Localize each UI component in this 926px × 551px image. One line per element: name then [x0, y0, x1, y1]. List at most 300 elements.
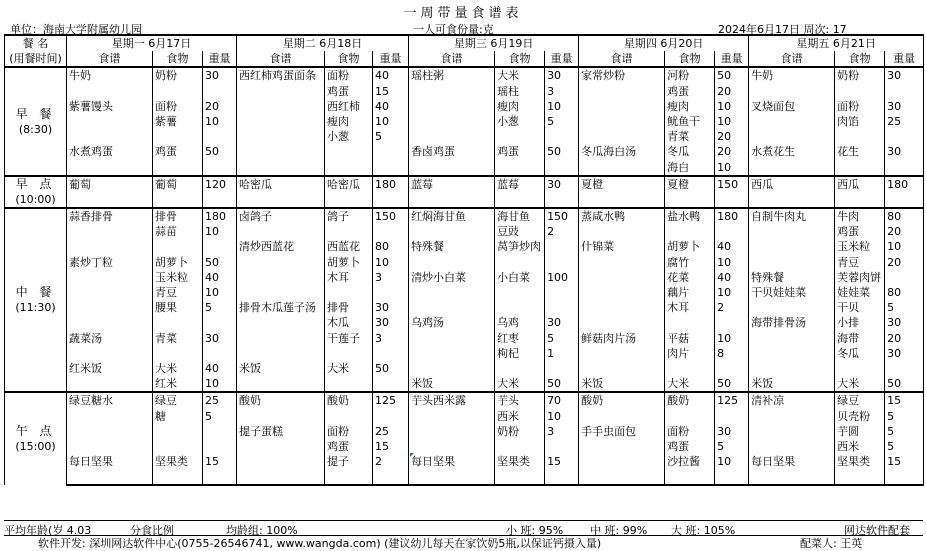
developer-label: 软件开发: 深圳网达软件中心(0755-26546741, www.wangda.com) (建议幼儿每天在家饮奶5瓶,以保证钙摄入量): [38, 537, 602, 550]
recipe-cell: [237, 285, 325, 300]
recipe-cell: [237, 409, 325, 424]
ingredient-cell: 小葱: [495, 114, 545, 129]
preparer-label: 配菜人: 王英: [800, 537, 863, 550]
ingredient-cell: 芋圆: [835, 424, 885, 439]
ingredient-cell: 鸡蛋: [325, 84, 373, 99]
amount-cell: [885, 192, 924, 208]
amount-cell: 3: [545, 84, 579, 99]
amount-cell: [715, 361, 749, 376]
ingredient-cell: 面粉: [835, 99, 885, 114]
ingredient-cell: 提子: [325, 454, 373, 469]
ingredient-cell: 贝壳粉: [835, 409, 885, 424]
recipe-cell: [579, 346, 665, 361]
menu-row: [5, 67, 924, 83]
amount-cell: 125: [373, 392, 409, 408]
menu-row: [5, 84, 924, 99]
ingredient-cell: 青菜: [665, 129, 715, 144]
recipe-cell: [67, 300, 153, 315]
recipe-cell: 酸奶: [579, 392, 665, 408]
amount-cell: [373, 224, 409, 239]
recipe-cell: 米饭: [409, 376, 495, 392]
amount-cell: [545, 129, 579, 144]
ingredient-cell: [495, 192, 545, 208]
recipe-cell: 水煮鸡蛋: [67, 144, 153, 159]
amount-cell: 15: [885, 392, 924, 408]
ingredient-cell: [835, 361, 885, 376]
ingredient-cell: 娃娃菜: [835, 285, 885, 300]
recipe-cell: [409, 255, 495, 270]
recipe-cell: 葡萄: [67, 176, 153, 192]
ingredient-cell: 木瓜: [325, 315, 373, 330]
ingredient-cell: 酸奶: [325, 392, 373, 408]
amount-cell: [373, 144, 409, 159]
recipe-cell: [237, 469, 325, 485]
recipe-cell: 手手虫面包: [579, 424, 665, 439]
recipe-cell: [67, 469, 153, 485]
recipe-cell: 叉烧面包: [749, 99, 835, 114]
recipe-header: 食谱: [67, 51, 153, 67]
recipe-cell: 米饭: [579, 376, 665, 392]
meal-cell: [5, 208, 67, 392]
ingredient-cell: [495, 255, 545, 270]
amount-cell: 10: [545, 99, 579, 114]
recipe-cell: 酸奶: [237, 392, 325, 408]
recipe-cell: 芋头西米露: [409, 392, 495, 408]
recipe-cell: 蓝莓: [409, 176, 495, 192]
ratio-label: 分食比例: [130, 524, 174, 537]
recipe-cell: [237, 454, 325, 469]
recipe-cell: [579, 454, 665, 469]
ingredient-cell: 面粉: [665, 424, 715, 439]
amount-cell: [545, 361, 579, 376]
recipe-cell: 清炒西蓝花: [237, 239, 325, 254]
amount-cell: 10: [715, 114, 749, 129]
meal-name: 午 点: [15, 424, 56, 439]
recipe-cell: [749, 129, 835, 144]
recipe-cell: 海带排骨汤: [749, 315, 835, 330]
recipe-cell: 干贝娃娃菜: [749, 285, 835, 300]
menu-row: [5, 224, 924, 239]
menu-row: [5, 160, 924, 176]
recipe-cell: [67, 315, 153, 330]
recipe-cell: [579, 129, 665, 144]
ingredient-cell: 枸杞: [495, 346, 545, 361]
recipe-cell: [749, 361, 835, 376]
recipe-cell: [749, 239, 835, 254]
recipe-cell: [67, 409, 153, 424]
ingredient-cell: 河粉: [665, 67, 715, 83]
amount-cell: 10: [715, 255, 749, 270]
portion-label: 一人可食份量:克: [413, 23, 494, 36]
recipe-cell: [749, 346, 835, 361]
ingredient-cell: 面粉: [325, 67, 373, 83]
recipe-cell: [579, 361, 665, 376]
amount-cell: 50: [715, 376, 749, 392]
recipe-cell: [579, 114, 665, 129]
recipe-cell: [749, 409, 835, 424]
recipe-cell: 鲜菇肉片汤: [579, 331, 665, 346]
amount-cell: 30: [885, 315, 924, 330]
large-class-label: 大 班: 105%: [671, 524, 736, 537]
ingredient-cell: 鱿鱼干: [665, 114, 715, 129]
ingredient-cell: 鸡蛋: [495, 144, 545, 159]
amount-cell: [373, 192, 409, 208]
amount-cell: 5: [545, 331, 579, 346]
ingredient-cell: 绿豆: [153, 392, 203, 408]
amount-cell: 3: [373, 331, 409, 346]
amount-cell: 150: [715, 176, 749, 192]
recipe-cell: [749, 224, 835, 239]
amount-cell: [545, 300, 579, 315]
amount-cell: 2: [715, 300, 749, 315]
amount-cell: 50: [715, 67, 749, 83]
amount-cell: 25: [885, 114, 924, 129]
ingredient-cell: [153, 346, 203, 361]
ingredient-cell: 青豆: [153, 285, 203, 300]
menu-row: [5, 361, 924, 376]
ingredient-cell: 紫薯: [153, 114, 203, 129]
amount-cell: [545, 469, 579, 485]
amount-cell: 3: [373, 270, 409, 285]
ingredient-cell: 木耳: [325, 270, 373, 285]
ingredient-cell: [153, 239, 203, 254]
amount-cell: 120: [203, 176, 237, 192]
amount-cell: 30: [885, 67, 924, 83]
amount-cell: 20: [715, 84, 749, 99]
recipe-cell: 清补凉: [749, 392, 835, 408]
amount-cell: [203, 346, 237, 361]
recipe-cell: 卤鸽子: [237, 208, 325, 224]
amount-cell: [373, 285, 409, 300]
menu-row: [5, 315, 924, 330]
amount-cell: [203, 192, 237, 208]
recipe-header: 食谱: [579, 51, 665, 67]
meal-time: (11:30): [15, 301, 56, 315]
amount-cell: [885, 84, 924, 99]
recipe-cell: [67, 192, 153, 208]
amount-cell: 50: [203, 255, 237, 270]
ingredient-cell: 小白菜: [495, 270, 545, 285]
amount-cell: 15: [373, 439, 409, 454]
recipe-cell: [749, 300, 835, 315]
amount-cell: 50: [203, 144, 237, 159]
recipe-cell: 水煮花生: [749, 144, 835, 159]
recipe-cell: [237, 84, 325, 99]
recipe-cell: [237, 99, 325, 114]
amount-cell: [373, 376, 409, 392]
amount-cell: 30: [545, 67, 579, 83]
ingredient-cell: 冬瓜: [665, 144, 715, 159]
recipe-cell: [67, 439, 153, 454]
amount-cell: 10: [203, 376, 237, 392]
ingredient-cell: 西米: [835, 439, 885, 454]
recipe-cell: [237, 331, 325, 346]
menu-row: [5, 392, 924, 408]
amount-cell: [545, 192, 579, 208]
ingredient-cell: 藕片: [665, 285, 715, 300]
amount-cell: [885, 469, 924, 485]
menu-row: [5, 239, 924, 254]
ingredient-header: 食物: [835, 51, 885, 67]
middle-class-label: 中 班: 99%: [590, 524, 648, 537]
recipe-cell: [409, 285, 495, 300]
recipe-cell: [409, 160, 495, 176]
ingredient-cell: 鸡蛋: [665, 439, 715, 454]
ingredient-cell: [495, 300, 545, 315]
amount-cell: [373, 409, 409, 424]
menu-row: [5, 439, 924, 454]
ingredient-cell: 木耳: [665, 300, 715, 315]
ingredient-cell: [153, 469, 203, 485]
amount-cell: 80: [373, 239, 409, 254]
header-row-days: [5, 35, 924, 51]
recipe-cell: [237, 315, 325, 330]
amount-cell: 10: [715, 160, 749, 176]
ingredient-cell: 葡萄: [153, 176, 203, 192]
recipe-cell: [749, 114, 835, 129]
amount-cell: 40: [373, 99, 409, 114]
meal-header: 餐 名: [5, 35, 67, 51]
amount-cell: 20: [885, 331, 924, 346]
amount-cell: 8: [715, 346, 749, 361]
menu-table: [4, 34, 924, 486]
amount-cell: 5: [203, 300, 237, 315]
recipe-cell: 蒜香排骨: [67, 208, 153, 224]
ingredient-cell: 芋头: [495, 392, 545, 408]
amount-cell: 20: [885, 224, 924, 239]
amount-cell: 50: [373, 361, 409, 376]
recipe-cell: [237, 129, 325, 144]
recipe-cell: [579, 99, 665, 114]
ingredient-cell: 平菇: [665, 331, 715, 346]
amount-cell: 40: [203, 361, 237, 376]
recipe-cell: [237, 346, 325, 361]
recipe-cell: 红米饭: [67, 361, 153, 376]
recipe-cell: [409, 192, 495, 208]
recipe-cell: [67, 114, 153, 129]
amount-cell: 80: [885, 208, 924, 224]
amount-cell: 30: [203, 67, 237, 83]
ingredient-cell: 西米: [495, 409, 545, 424]
ingredient-cell: 腰果: [153, 300, 203, 315]
recipe-cell: [409, 409, 495, 424]
ingredient-cell: 红枣: [495, 331, 545, 346]
recipe-cell: [67, 239, 153, 254]
amount-cell: 20: [885, 255, 924, 270]
page-title: 一周带量食谱表: [403, 6, 523, 21]
ingredient-cell: 海甘鱼: [495, 208, 545, 224]
amount-cell: [715, 409, 749, 424]
amount-cell: 40: [203, 270, 237, 285]
amount-cell: 5: [715, 439, 749, 454]
ingredient-cell: 沙拉酱: [665, 454, 715, 469]
recipe-cell: [749, 424, 835, 439]
recipe-cell: 素炒丁粒: [67, 255, 153, 270]
ingredient-cell: 莴笋炒肉: [495, 239, 545, 254]
recipe-cell: [67, 424, 153, 439]
ingredient-cell: 胡萝卜: [325, 255, 373, 270]
menu-row: [5, 255, 924, 270]
menu-row: [5, 99, 924, 114]
menu-row: [5, 346, 924, 361]
meal-name: 早 点: [15, 176, 56, 191]
amount-cell: 80: [885, 285, 924, 300]
amount-cell: [885, 270, 924, 285]
recipe-cell: [409, 331, 495, 346]
recipe-cell: 米饭: [237, 361, 325, 376]
menu-row: [5, 129, 924, 144]
recipe-cell: [67, 84, 153, 99]
recipe-cell: 绿豆糖水: [67, 392, 153, 408]
ingredient-cell: [153, 315, 203, 330]
amount-cell: [545, 239, 579, 254]
recipe-cell: [237, 224, 325, 239]
amount-cell: 50: [545, 144, 579, 159]
amount-cell: [715, 469, 749, 485]
amount-cell: [885, 129, 924, 144]
amount-cell: 5: [545, 114, 579, 129]
recipe-cell: [67, 129, 153, 144]
recipe-cell: 西红柿鸡蛋面条: [237, 67, 325, 83]
avg-age-label: 平均年龄(岁 4.03: [4, 524, 92, 537]
recipe-cell: [67, 160, 153, 176]
ingredient-cell: 玉米粒: [835, 239, 885, 254]
recipe-cell: 每日坚果: [409, 454, 495, 469]
recipe-cell: 特殊餐: [749, 270, 835, 285]
amount-cell: 10: [715, 99, 749, 114]
recipe-cell: 蔬菜汤: [67, 331, 153, 346]
amount-cell: 10: [203, 114, 237, 129]
recipe-cell: [749, 84, 835, 99]
amount-cell: 3: [545, 424, 579, 439]
amount-cell: 5: [885, 300, 924, 315]
ingredient-cell: 干贝: [835, 300, 885, 315]
ingredient-cell: [325, 409, 373, 424]
recipe-cell: [409, 469, 495, 485]
recipe-cell: [409, 439, 495, 454]
recipe-cell: 牛奶: [67, 67, 153, 83]
ingredient-cell: [835, 160, 885, 176]
meal-time: (10:00): [15, 192, 56, 206]
amount-cell: 150: [373, 208, 409, 224]
amount-cell: 20: [715, 144, 749, 159]
ingredient-header: 食物: [153, 51, 203, 67]
amount-cell: 100: [545, 270, 579, 285]
menu-row: [5, 176, 924, 192]
amount-cell: 180: [203, 208, 237, 224]
amount-cell: [203, 424, 237, 439]
ingredient-cell: [665, 224, 715, 239]
recipe-cell: [237, 114, 325, 129]
amount-cell: 5: [885, 439, 924, 454]
ingredient-cell: 坚果类: [835, 454, 885, 469]
amount-cell: 10: [715, 454, 749, 469]
ingredient-cell: 瘦肉: [665, 99, 715, 114]
recipe-cell: 哈密瓜: [237, 176, 325, 192]
amount-cell: [203, 160, 237, 176]
ingredient-cell: [153, 439, 203, 454]
ingredient-cell: 夏橙: [665, 176, 715, 192]
ingredient-cell: 坚果类: [495, 454, 545, 469]
ingredient-cell: 大米: [665, 376, 715, 392]
amount-cell: [203, 129, 237, 144]
unit-label: 单位：海南大学附属幼儿园: [10, 23, 142, 36]
ingredient-cell: [835, 129, 885, 144]
ingredient-header: 食物: [325, 51, 373, 67]
amount-cell: 40: [373, 67, 409, 83]
ingredient-cell: [495, 361, 545, 376]
recipe-cell: 清炒小白菜: [409, 270, 495, 285]
recipe-cell: 冬瓜海白汤: [579, 144, 665, 159]
amount-cell: 5: [885, 409, 924, 424]
recipe-cell: [579, 409, 665, 424]
ingredient-cell: 鸽子: [325, 208, 373, 224]
meal-cell: [5, 67, 67, 175]
ingredient-cell: 胡萝卜: [665, 239, 715, 254]
recipe-cell: 每日坚果: [67, 454, 153, 469]
recipe-cell: [749, 255, 835, 270]
ingredient-cell: [665, 409, 715, 424]
menu-row: [5, 424, 924, 439]
ingredient-cell: 蒜苗: [153, 224, 203, 239]
amount-cell: 30: [885, 144, 924, 159]
recipe-cell: [579, 192, 665, 208]
amount-cell: 10: [715, 331, 749, 346]
ingredient-cell: 大米: [495, 376, 545, 392]
amount-cell: 40: [715, 270, 749, 285]
ingredient-cell: 乌鸡: [495, 315, 545, 330]
recipe-cell: [749, 469, 835, 485]
amount-cell: [373, 346, 409, 361]
recipe-cell: [409, 224, 495, 239]
amount-cell: 150: [545, 208, 579, 224]
amount-cell: 1: [545, 346, 579, 361]
ingredient-cell: [495, 160, 545, 176]
amount-cell: 10: [545, 409, 579, 424]
amount-cell: 40: [715, 239, 749, 254]
recipe-cell: 特殊餐: [409, 239, 495, 254]
amount-cell: 2: [373, 454, 409, 469]
amount-cell: 20: [715, 129, 749, 144]
ingredient-cell: [153, 160, 203, 176]
config-label: 网达软件配套: [844, 524, 910, 537]
ingredient-cell: 瘦肉: [495, 99, 545, 114]
amount-cell: [715, 192, 749, 208]
amount-header: 重量: [715, 51, 749, 67]
ingredient-cell: [325, 144, 373, 159]
recipe-cell: [579, 270, 665, 285]
ingredient-header: 食物: [665, 51, 715, 67]
amount-cell: 30: [885, 99, 924, 114]
amount-cell: 15: [203, 454, 237, 469]
recipe-header: 食谱: [409, 51, 495, 67]
ingredient-cell: 面粉: [325, 424, 373, 439]
ingredient-cell: 鸡蛋: [835, 224, 885, 239]
ingredient-cell: 西蓝花: [325, 239, 373, 254]
meal-cell: [5, 392, 67, 485]
amount-cell: 10: [203, 224, 237, 239]
amount-cell: 30: [545, 176, 579, 192]
recipe-cell: 瑶柱粥: [409, 67, 495, 83]
footer-stats: [4, 520, 923, 536]
amount-cell: 10: [885, 239, 924, 254]
amount-cell: [373, 160, 409, 176]
recipe-cell: [579, 469, 665, 485]
day-header: 星期一 6月17日: [67, 35, 237, 51]
recipe-cell: [409, 346, 495, 361]
amount-cell: 25: [373, 424, 409, 439]
recipe-cell: 米饭: [749, 376, 835, 392]
